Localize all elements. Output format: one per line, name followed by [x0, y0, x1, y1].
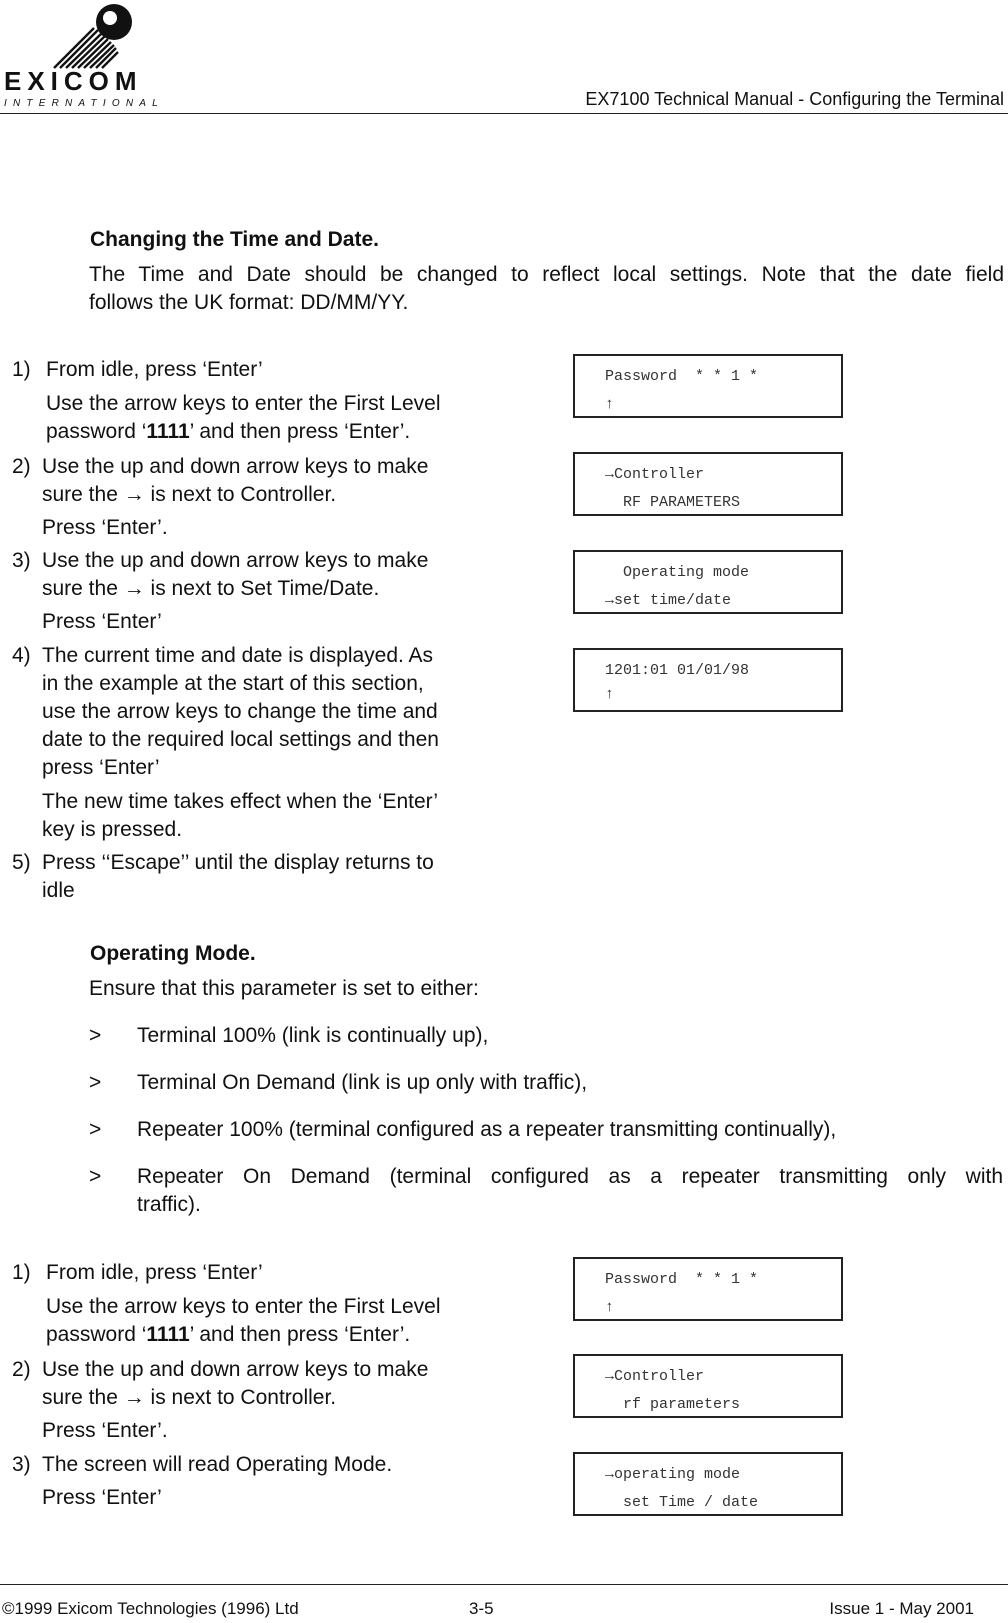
- step-text: sure the → is next to Set Time/Date.: [42, 577, 380, 600]
- footer-copyright: ©1999 Exicom Technologies (1996) Ltd: [2, 1599, 299, 1618]
- step-text: use the arrow keys to change the time and: [42, 700, 438, 723]
- lcd-display-set-time: [573, 550, 843, 614]
- lcd-line-1: →Controller: [605, 466, 705, 483]
- lcd-line-1: Password * * 1 *: [605, 1271, 759, 1288]
- bullet-item: Repeater On Demand (terminal configured as a repeater transmitting only with: [137, 1165, 1003, 1188]
- header-rule: [0, 113, 1008, 114]
- step-text: Press ‘Enter’.: [42, 516, 168, 539]
- step-text: From idle, press ‘Enter’: [46, 1261, 263, 1284]
- step-text: key is pressed.: [42, 818, 183, 841]
- step-number: 1): [12, 358, 31, 381]
- lcd-line-2: ↑: [605, 396, 615, 413]
- exicom-logo: [2, 2, 172, 110]
- bullet-item: Terminal 100% (link is continually up),: [137, 1024, 489, 1047]
- bullet-marker: >: [89, 1024, 102, 1047]
- step-text: sure the → is next to Controller.: [42, 483, 337, 506]
- step-text: From idle, press ‘Enter’: [46, 358, 263, 381]
- step-text: The screen will read Operating Mode.: [42, 1453, 393, 1476]
- time-date-heading: Changing the Time and Date.: [90, 228, 379, 251]
- lcd-display-controller: [573, 452, 843, 516]
- step-text: password ‘1111’ and then press ‘Enter’.: [46, 1323, 411, 1346]
- step-text: Press ‘Enter’: [42, 1486, 162, 1509]
- lcd-line-1: →Controller: [605, 1368, 705, 1385]
- step-number: 5): [12, 851, 31, 874]
- logo-graphic: [2, 2, 172, 110]
- operating-mode-intro: Ensure that this parameter is set to either:: [89, 977, 479, 1000]
- password-value: 1111: [146, 1323, 190, 1346]
- lcd-line-1: 1201:01 01/01/98: [605, 662, 750, 679]
- password-value: 1111: [146, 420, 190, 443]
- header-title: EX7100 Technical Manual - Configuring the Terminal: [585, 89, 1004, 109]
- step-text: The new time takes effect when the ‘Enter’: [42, 790, 439, 813]
- step-text: idle: [42, 879, 75, 902]
- footer-issue: Issue 1 - May 2001: [829, 1599, 974, 1618]
- logo-word: EXICOM: [4, 66, 143, 96]
- bullet-marker: >: [89, 1165, 102, 1188]
- step-text: in the example at the start of this section,: [42, 672, 424, 695]
- step-number: 3): [12, 1453, 31, 1476]
- step-number: 2): [12, 455, 31, 478]
- bullet-item: Repeater 100% (terminal configured as a repeater transmitting continually),: [137, 1118, 837, 1141]
- step-text: Press ‘Enter’.: [42, 1419, 168, 1442]
- lcd-display-password: [573, 1257, 843, 1321]
- footer-rule: [0, 1584, 1008, 1585]
- operating-mode-heading: Operating Mode.: [90, 942, 256, 965]
- logo-subtitle: INTERNATIONAL: [4, 98, 164, 109]
- step-text: Use the arrow keys to enter the First Level: [46, 1295, 441, 1318]
- lcd-line-1: Password * * 1 *: [605, 368, 759, 385]
- step-number: 4): [12, 644, 31, 667]
- bullet-item: Terminal On Demand (link is up only with traffic),: [137, 1071, 588, 1094]
- lcd-line-1: →operating mode: [605, 1466, 741, 1483]
- lcd-display-password: [573, 354, 843, 418]
- lcd-line-2: rf parameters: [605, 1396, 741, 1413]
- step-text: sure the → is next to Controller.: [42, 1386, 337, 1409]
- bullet-item-continued: traffic).: [137, 1193, 201, 1216]
- lcd-line-2: RF PARAMETERS: [605, 494, 741, 511]
- step-text: Use the up and down arrow keys to make: [42, 549, 429, 572]
- lcd-line-2: set Time / date: [605, 1494, 759, 1511]
- footer-page-number: 3-5: [469, 1599, 494, 1618]
- lcd-line-1: Operating mode: [605, 564, 750, 581]
- lcd-line-2: ↑: [605, 686, 615, 703]
- step-number: 1): [12, 1261, 31, 1284]
- step-text: Press ‘Enter’: [42, 610, 162, 633]
- step-text: password ‘1111’ and then press ‘Enter’.: [46, 420, 411, 443]
- step-text: date to the required local settings and then: [42, 728, 439, 751]
- step-number: 2): [12, 1358, 31, 1381]
- step-number: 3): [12, 549, 31, 572]
- time-date-intro-line1: The Time and Date should be changed to reflect local settings. Note that the date field: [89, 263, 1004, 286]
- step-text: Use the up and down arrow keys to make: [42, 455, 429, 478]
- lcd-display-operating-mode: [573, 1452, 843, 1516]
- step-text: The current time and date is displayed. As: [42, 644, 434, 667]
- step-text: Use the arrow keys to enter the First Level: [46, 392, 441, 415]
- step-text: press ‘Enter’: [42, 756, 160, 779]
- time-date-intro-line2: follows the UK format: DD/MM/YY.: [89, 291, 409, 314]
- step-text: Press ‘‘Escape’’ until the display returns to: [42, 851, 434, 874]
- bullet-marker: >: [89, 1118, 102, 1141]
- lcd-line-2: →set time/date: [605, 592, 732, 609]
- step-text: Use the up and down arrow keys to make: [42, 1358, 429, 1381]
- bullet-marker: >: [89, 1071, 102, 1094]
- lcd-line-2: ↑: [605, 1299, 615, 1316]
- lcd-display-controller: [573, 1354, 843, 1418]
- lcd-display-time: [573, 648, 843, 712]
